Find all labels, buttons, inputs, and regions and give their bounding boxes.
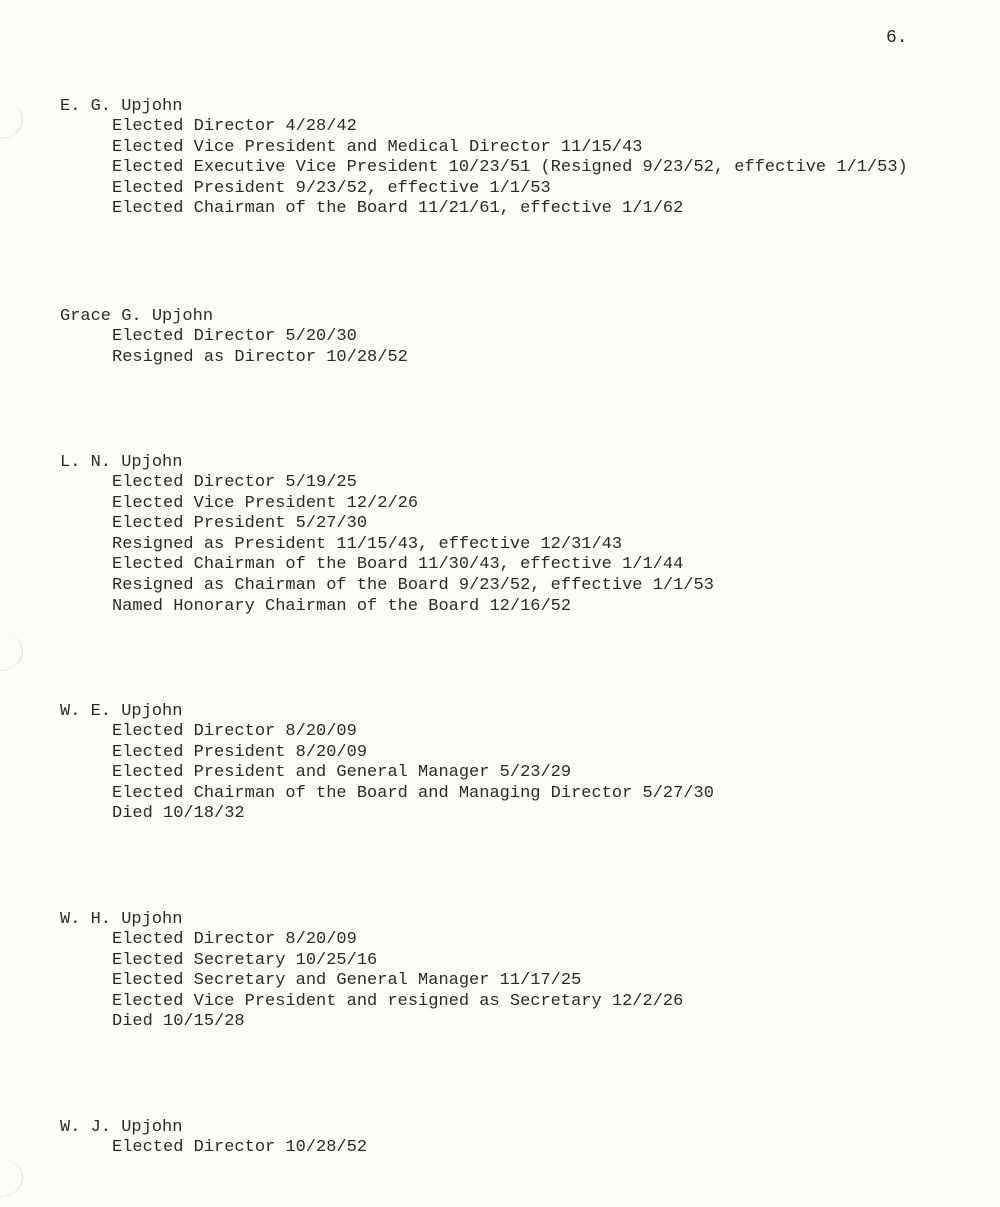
person-entry-wj-upjohn (60, 1117, 960, 1159)
event-line: Elected Vice President and resigned as Secretary 12/2/26 (112, 991, 684, 1011)
event-line: Resigned as Chairman of the Board 9/23/52, effective 1/1/53 (112, 575, 714, 595)
event-line: Resigned as President 11/15/43, effective 12/31/43 (112, 534, 623, 554)
person-name: Grace G. Upjohn (60, 307, 214, 326)
event-line: Elected Chairman of the Board 11/30/43, effective 1/1/44 (112, 555, 684, 575)
punch-hole-middle (0, 632, 23, 671)
person-name: E. G. Upjohn (60, 97, 183, 116)
event-line: Elected Secretary 10/25/16 (112, 950, 378, 970)
event-line: Resigned as Director 10/28/52 (112, 347, 408, 367)
person-name: W. J. Upjohn (60, 1118, 183, 1137)
event-line: Elected Secretary and General Manager 11/17/25 (112, 971, 582, 991)
event-line: Elected President 8/20/09 (112, 742, 368, 762)
person-entry-grace-g-upjohn (60, 306, 960, 368)
event-line: Elected Chairman of the Board and Managing Director 5/27/30 (112, 783, 714, 803)
punch-hole-bottom (0, 1158, 23, 1197)
event-line: Died 10/15/28 (112, 1012, 245, 1032)
event-line: Elected Vice President and Medical Director 11/15/43 (112, 137, 643, 157)
person-entry-eg-upjohn (60, 96, 960, 220)
person-entry-we-upjohn (60, 701, 960, 825)
event-line: Elected Director 10/28/52 (112, 1138, 368, 1157)
person-name: W. E. Upjohn (60, 702, 183, 721)
event-line: Elected President and General Manager 5/23/29 (112, 763, 572, 783)
event-line: Elected Director 5/20/30 (112, 327, 357, 346)
event-line: Elected President 5/27/30 (112, 514, 368, 534)
person-name: L. N. Upjohn (60, 453, 183, 472)
person-entry-ln-upjohn (60, 452, 960, 617)
event-line: Elected Vice President 12/2/26 (112, 493, 419, 513)
event-line: Elected Executive Vice President 10/23/51 (Resigned 9/23/52, effective 1/1/53) (112, 158, 908, 178)
event-line: Elected Chairman of the Board 11/21/61, effective 1/1/62 (112, 199, 684, 219)
punch-hole-top (0, 100, 23, 139)
page-number: 6. (886, 28, 908, 48)
event-line: Elected President 9/23/52, effective 1/1/53 (112, 178, 551, 198)
event-line: Elected Director 8/20/09 (112, 722, 357, 741)
event-line: Elected Director 4/28/42 (112, 117, 357, 136)
event-line: Named Honorary Chairman of the Board 12/16/52 (112, 596, 572, 616)
event-line: Elected Director 8/20/09 (112, 930, 357, 949)
event-line: Elected Director 5/19/25 (112, 473, 357, 492)
person-entry-wh-upjohn (60, 909, 960, 1033)
event-line: Died 10/18/32 (112, 804, 245, 824)
person-name: W. H. Upjohn (60, 910, 183, 929)
